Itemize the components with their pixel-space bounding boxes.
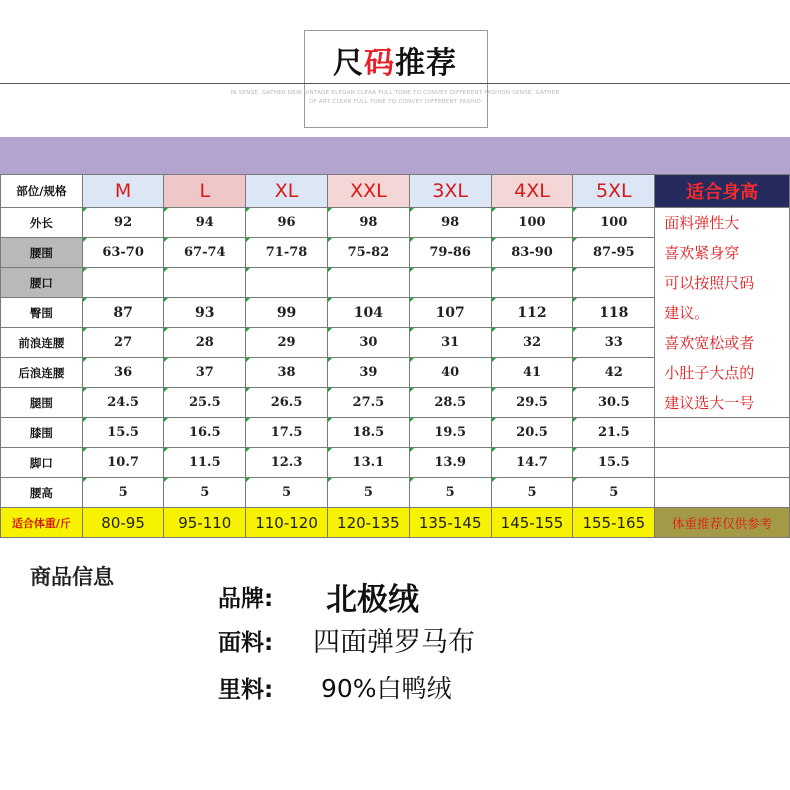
cell-marker <box>573 448 577 452</box>
cell-marker <box>246 478 250 482</box>
row-label: 外长 <box>1 208 83 238</box>
table-cell: 11.5 <box>164 448 246 478</box>
table-cell: 83-90 <box>491 238 573 268</box>
table-header-band <box>0 137 790 174</box>
table-cell: 26.5 <box>246 388 328 418</box>
tagline: IN SENSE, GATHER NEW VINTAGE ELEGAN CLEAR FULL TONE TO CONVEY DIFFERENT FASHION SENSE, GATHER <box>230 90 560 96</box>
table-cell: 39 <box>327 358 409 388</box>
page-title: 尺码推荐 <box>333 46 457 81</box>
table-row <box>1 238 790 268</box>
table-row <box>1 358 790 388</box>
cell-marker <box>83 418 87 422</box>
cell-marker <box>410 208 414 212</box>
cell-marker <box>573 328 577 332</box>
size-3xl: 3XL <box>409 175 491 208</box>
table-row <box>1 448 790 478</box>
empty-cell <box>655 448 790 478</box>
table-cell: 17.5 <box>246 418 328 448</box>
cell-marker <box>83 208 87 212</box>
fit-note: 建议选大一号 <box>655 388 790 418</box>
cell-marker <box>164 298 168 302</box>
cell-marker <box>83 358 87 362</box>
table-cell: 19.5 <box>409 418 491 448</box>
table-cell: 93 <box>164 298 246 328</box>
cell-marker <box>328 238 332 242</box>
cell-marker <box>410 238 414 242</box>
tagline: OF ART CLEAR FULL TONE TO CONVEY DIFFERENT FASHIO <box>308 99 482 105</box>
table-cell: 107 <box>409 298 491 328</box>
table-cell: 25.5 <box>164 388 246 418</box>
row-label: 腰高 <box>1 478 83 508</box>
table-row <box>1 268 790 298</box>
table-cell: 5 <box>409 478 491 508</box>
table-row <box>1 298 790 328</box>
table-cell: 5 <box>164 478 246 508</box>
lining-label: 里料: <box>218 677 274 703</box>
table-cell: 5 <box>246 478 328 508</box>
table-cell: 98 <box>409 208 491 238</box>
cell-marker <box>164 388 168 392</box>
cell-marker <box>164 208 168 212</box>
table-cell: 40 <box>409 358 491 388</box>
table-cell: 30 <box>327 328 409 358</box>
table-cell: 15.5 <box>573 448 655 478</box>
cell-marker <box>164 478 168 482</box>
table-cell: 112 <box>491 298 573 328</box>
fit-note: 面料弹性大 <box>655 208 790 238</box>
cell-marker <box>573 208 577 212</box>
size-xxl: XXL <box>327 175 409 208</box>
cell-marker <box>164 358 168 362</box>
cell-marker <box>246 448 250 452</box>
fabric-value: 四面弹罗马布 <box>313 627 475 658</box>
table-cell: 99 <box>246 298 328 328</box>
table-cell: 28 <box>164 328 246 358</box>
weight-cell: 110-120 <box>246 508 328 538</box>
cell-marker <box>83 238 87 242</box>
cell-marker <box>164 268 168 272</box>
cell-marker <box>83 298 87 302</box>
table-cell: 37 <box>164 358 246 388</box>
weight-cell: 95-110 <box>164 508 246 538</box>
table-cell: 30.5 <box>573 388 655 418</box>
cell-marker <box>246 418 250 422</box>
table-cell: 27 <box>82 328 164 358</box>
table-row <box>1 328 790 358</box>
empty-cell <box>655 478 790 508</box>
table-cell: 5 <box>82 478 164 508</box>
table-cell <box>246 268 328 298</box>
table-cell: 20.5 <box>491 418 573 448</box>
size-header-row <box>1 175 790 208</box>
row-label: 后浪连腰 <box>1 358 83 388</box>
cell-marker <box>492 328 496 332</box>
cell-marker <box>328 208 332 212</box>
table-cell: 75-82 <box>327 238 409 268</box>
table-cell: 5 <box>491 478 573 508</box>
table-cell: 15.5 <box>82 418 164 448</box>
cell-marker <box>492 448 496 452</box>
cell-marker <box>328 388 332 392</box>
cell-marker <box>410 268 414 272</box>
table-cell: 24.5 <box>82 388 164 418</box>
corner-label: 部位/规格 <box>1 175 83 208</box>
size-l: L <box>164 175 246 208</box>
row-label: 腰口 <box>1 268 83 298</box>
cell-marker <box>410 448 414 452</box>
size-4xl: 4XL <box>491 175 573 208</box>
cell-marker <box>573 298 577 302</box>
weight-cell: 145-155 <box>491 508 573 538</box>
cell-marker <box>573 388 577 392</box>
table-cell <box>82 268 164 298</box>
table-cell: 33 <box>573 328 655 358</box>
cell-marker <box>492 208 496 212</box>
table-cell: 12.3 <box>246 448 328 478</box>
cell-marker <box>328 268 332 272</box>
table-cell: 100 <box>573 208 655 238</box>
table-row <box>1 478 790 508</box>
cell-marker <box>492 358 496 362</box>
table-cell <box>409 268 491 298</box>
cell-marker <box>246 328 250 332</box>
cell-marker <box>83 478 87 482</box>
table-cell: 100 <box>491 208 573 238</box>
table-cell: 10.7 <box>82 448 164 478</box>
cell-marker <box>164 328 168 332</box>
fit-note: 建议。 <box>655 298 790 328</box>
fit-note: 喜欢紧身穿 <box>655 238 790 268</box>
size-5xl: 5XL <box>573 175 655 208</box>
table-cell: 38 <box>246 358 328 388</box>
cell-marker <box>328 358 332 362</box>
cell-marker <box>328 418 332 422</box>
cell-marker <box>328 448 332 452</box>
size-table <box>0 174 790 538</box>
table-cell: 29 <box>246 328 328 358</box>
cell-marker <box>83 448 87 452</box>
weight-row <box>1 508 790 538</box>
row-label: 前浪连腰 <box>1 328 83 358</box>
table-cell: 87-95 <box>573 238 655 268</box>
table-cell: 92 <box>82 208 164 238</box>
table-cell: 118 <box>573 298 655 328</box>
cell-marker <box>246 208 250 212</box>
table-cell: 21.5 <box>573 418 655 448</box>
cell-marker <box>246 358 250 362</box>
table-cell: 42 <box>573 358 655 388</box>
table-row <box>1 208 790 238</box>
row-label: 膝围 <box>1 418 83 448</box>
cell-marker <box>573 268 577 272</box>
table-cell: 29.5 <box>491 388 573 418</box>
cell-marker <box>83 388 87 392</box>
brand-label: 品牌: <box>218 586 274 612</box>
cell-marker <box>164 418 168 422</box>
row-label: 腿围 <box>1 388 83 418</box>
table-cell: 13.1 <box>327 448 409 478</box>
cell-marker <box>246 298 250 302</box>
table-cell: 14.7 <box>491 448 573 478</box>
fit-note: 喜欢宽松或者 <box>655 328 790 358</box>
table-cell: 16.5 <box>164 418 246 448</box>
cell-marker <box>492 478 496 482</box>
table-cell: 94 <box>164 208 246 238</box>
table-cell: 79-86 <box>409 238 491 268</box>
table-row <box>1 418 790 448</box>
table-cell <box>491 268 573 298</box>
table-cell <box>573 268 655 298</box>
table-cell: 27.5 <box>327 388 409 418</box>
cell-marker <box>573 238 577 242</box>
cell-marker <box>492 388 496 392</box>
cell-marker <box>328 328 332 332</box>
cell-marker <box>492 238 496 242</box>
cell-marker <box>83 268 87 272</box>
table-cell: 18.5 <box>327 418 409 448</box>
table-cell: 36 <box>82 358 164 388</box>
table-cell: 96 <box>246 208 328 238</box>
fit-note: 小肚子大点的 <box>655 358 790 388</box>
cell-marker <box>83 328 87 332</box>
table-cell <box>164 268 246 298</box>
empty-cell <box>655 418 790 448</box>
cell-marker <box>573 358 577 362</box>
weight-label: 适合体重/斤 <box>1 508 83 538</box>
table-cell: 71-78 <box>246 238 328 268</box>
cell-marker <box>492 298 496 302</box>
cell-marker <box>164 238 168 242</box>
size-xl: XL <box>246 175 328 208</box>
table-cell: 32 <box>491 328 573 358</box>
cell-marker <box>492 418 496 422</box>
table-cell: 5 <box>327 478 409 508</box>
cell-marker <box>164 448 168 452</box>
header-divider <box>0 83 790 84</box>
weight-note: 体重推荐仅供参考 <box>655 508 790 538</box>
cell-marker <box>410 478 414 482</box>
fabric-label: 面料: <box>218 630 274 656</box>
table-cell: 5 <box>573 478 655 508</box>
brand-value: 北极绒 <box>326 582 419 618</box>
table-cell: 41 <box>491 358 573 388</box>
cell-marker <box>410 298 414 302</box>
table-cell: 28.5 <box>409 388 491 418</box>
weight-cell: 155-165 <box>573 508 655 538</box>
cell-marker <box>573 478 577 482</box>
cell-marker <box>246 388 250 392</box>
lining-value: 90%白鸭绒 <box>321 674 452 703</box>
cell-marker <box>492 268 496 272</box>
weight-cell: 80-95 <box>82 508 164 538</box>
fit-height-header: 适合身高 <box>655 175 790 208</box>
cell-marker <box>410 358 414 362</box>
table-cell: 13.9 <box>409 448 491 478</box>
cell-marker <box>410 328 414 332</box>
row-label: 腰围 <box>1 238 83 268</box>
table-row <box>1 388 790 418</box>
table-cell: 104 <box>327 298 409 328</box>
row-label: 臀围 <box>1 298 83 328</box>
table-cell: 87 <box>82 298 164 328</box>
table-cell <box>327 268 409 298</box>
cell-marker <box>328 298 332 302</box>
weight-cell: 120-135 <box>327 508 409 538</box>
table-cell: 98 <box>327 208 409 238</box>
product-info-heading: 商品信息 <box>30 565 114 589</box>
table-cell: 67-74 <box>164 238 246 268</box>
row-label: 脚口 <box>1 448 83 478</box>
cell-marker <box>573 418 577 422</box>
cell-marker <box>328 478 332 482</box>
fit-note: 可以按照尺码 <box>655 268 790 298</box>
size-m: M <box>82 175 164 208</box>
table-cell: 63-70 <box>82 238 164 268</box>
cell-marker <box>246 268 250 272</box>
cell-marker <box>410 418 414 422</box>
cell-marker <box>410 388 414 392</box>
cell-marker <box>246 238 250 242</box>
weight-cell: 135-145 <box>409 508 491 538</box>
table-cell: 31 <box>409 328 491 358</box>
